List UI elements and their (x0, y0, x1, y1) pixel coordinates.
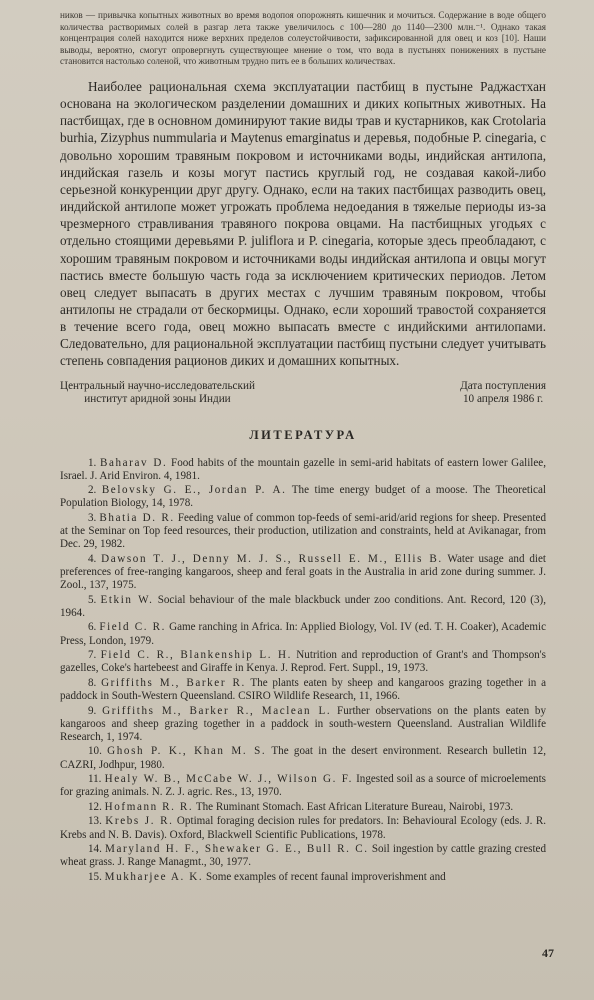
reference-text: Social behaviour of the male blackbuck under zoo conditions. Ant. Record, 120 (3), 1964. (60, 593, 546, 619)
reference-number: 13. (88, 815, 102, 828)
reference-number: 3. (88, 512, 97, 525)
references-heading: ЛИТЕРАТУРА (249, 427, 357, 442)
reference-item (60, 773, 546, 799)
reference-item (60, 815, 546, 841)
reference-authors: Ghosh P. K., Khan M. S. (107, 745, 267, 758)
reference-authors: Field C. R. (99, 621, 167, 634)
reference-text: The goat in the desert environment. Research bulletin 12, CAZRI, Jodhpur, 1980. (60, 745, 546, 771)
reference-authors: Field C. R., Blankenship L. H. (100, 649, 292, 662)
reference-text: Optimal foraging decision rules for predators. In: Behavioural Ecology (eds. J. R. Krebs and N. B. Davis). Oxford, Blackwell Scientific Publications, 1978. (60, 815, 547, 841)
reference-item (60, 843, 546, 869)
reference-authors: Maryland H. F., Shewaker G. E., Bull R. C. (105, 843, 369, 856)
reference-text: The Ruminant Stomach. East African Literature Bureau, Nairobi, 1973. (195, 800, 514, 813)
reference-number: 5. (88, 593, 97, 606)
reference-number: 12. (88, 800, 102, 813)
main-paragraph: Наиболее рациональная схема эксплуатации пастбищ в пустыне Раджастхан основана на экологическом разделении домашних и диких копытных животных. На пастбищах, где в основном доминируют такие виды трав и кустарников, как Crotolaria burhia, Zizyphus nummularia и Maytenus emarginatus и деревья, подобные P. cinegaria, с довольно хорошим травяным покровом и источниками воды, индийская антилопа, индийская газель и козы могут пастись круглый год, не создавая какой-либо серьезной конкуренции друг другу. Однако, если на таких пастбищах разводить овец, индийской антилопе может угрожать проблема недоедания в тяжелые периоды из-за чрезмерного стравливания травяного покрова овцами. На пастбищных угодьях с отдельно стоящими деревьями P. juliflora и P. cinegaria, которые здесь преобладают, с хорошим травяным покровом и источниками воды индийская антилопа и овцы могут пастись вместе большую часть года за исключением критических периодов. Летом овец следует выпасать в других местах с лучшим травяным покровом, чтобы антилопы не страдали от бескормицы. Однако, если хороший травостой сохраняется в течение всего года, овец можно выпасать вместе с индийскими антилопами. Следовательно, для рациональной эксплуатации пастбищ пустыни следует учитывать степень совпадения рационов диких и домашних копытных. (60, 78, 546, 369)
references-list (60, 457, 546, 884)
institution-line-2: институт аридной зоны Индии (84, 392, 231, 405)
reference-item (60, 457, 546, 483)
reference-item (60, 745, 546, 771)
reference-number: 11. (88, 773, 102, 786)
top-paragraph: ников — привычка копытных животных во время водопоя опорожнять кишечник и мочиться. Содержание в воде общего количества растворимых солей в разгар лета также увеличилось с 100—280 до 1140—2300 млн.⁻¹. Однако такая концентрация солей находится ниже верхних пределов солеустойчивости, зафиксированной для овец и коз [10]. Наши выводы, вероятно, смогут опровергнуть существующее мнение о том, что вода в пустынях понижениях в пустыне становится настолько соленой, что животным трудно пить ее в больших количествах. (60, 10, 546, 67)
reference-item (60, 677, 546, 703)
reference-text: Further observations on the plants eaten by kangaroos and sheep grazing together in a paddock in south-western Queensland. Australian Wildlife Research, 1, 1974. (60, 704, 547, 743)
reference-number: 14. (88, 843, 102, 856)
reference-text: The plants eaten by sheep and kangaroos grazing together in a paddock in South-Western Queensland. CSIRO Wildlife Research, 11, 1966. (60, 676, 546, 703)
reference-text: The time energy budget of a moose. The Theoretical Population Biology, 14, 1978. (60, 484, 546, 510)
reference-authors: Mukharjee A. K. (104, 870, 204, 883)
reference-number: 2. (88, 484, 97, 497)
page-number: 47 (542, 946, 554, 960)
reference-item (60, 705, 546, 744)
reference-authors: Etkin W. (100, 593, 154, 606)
reference-item (60, 871, 546, 884)
reference-number: 6. (88, 621, 97, 634)
reference-item (60, 649, 546, 675)
reference-text: Feeding value of common top-feeds of semi-arid/arid regions for sheep. Presented at the Seminar on Top feed resources, their production, utilization and constraints, held at Avikanagar, from Dec. 29, 1982. (60, 512, 546, 551)
reference-number: 8. (88, 676, 97, 689)
reference-item (60, 621, 546, 647)
reference-authors: Bhatia D. R. (99, 512, 175, 525)
reference-number: 15. (88, 870, 102, 883)
reference-item (60, 512, 546, 551)
reference-authors: Baharav D. (99, 456, 168, 469)
reference-text: Water usage and diet preferences of free-ranging kangaroos, sheep and feral goats in the Australia in arid zone during summer. J. Zool., 137, 1975. (60, 552, 546, 592)
institution-block (60, 380, 255, 406)
reference-number: 7. (88, 649, 97, 662)
reference-authors: Hofmann R. R. (104, 800, 194, 813)
reference-number: 9. (88, 704, 97, 717)
reference-number: 4. (88, 552, 97, 565)
reference-authors: Dawson T. J., Denny M. J. S., Russell E. M., Ellis B. (101, 552, 443, 565)
reference-text: Some examples of recent faunal improverishment and (206, 870, 446, 883)
reference-authors: Belovsky G. E., Jordan P. A. (101, 484, 287, 497)
reference-text: Game ranching in Africa. In: Applied Biology, Vol. IV (ed. T. H. Coaker), Academic Press, London, 1979. (60, 621, 546, 647)
received-label: Дата поступления (460, 379, 546, 392)
reference-number: 10. (88, 745, 102, 758)
reference-item (60, 484, 546, 510)
institution-line-1: Центральный научно-исследовательский (60, 379, 255, 392)
reference-text: Soil ingestion by cattle grazing crested wheat grass. J. Range Managmt., 30, 1977. (60, 843, 546, 869)
reference-item (60, 553, 546, 592)
reference-item (60, 594, 546, 620)
received-date: 10 апреля 1986 г. (462, 392, 544, 405)
reference-authors: Krebs J. R. (105, 815, 174, 828)
reference-text: Food habits of the mountain gazelle in semi-arid habitats of eastern lower Galilee, Israel. J. Arid Environ. 4, 1981. (60, 456, 546, 482)
reference-item (60, 801, 546, 814)
reference-text: Ingested soil as a source of microelements for grazing animals. N. Z. J. agric. Res., 13, 1970. (60, 773, 546, 799)
reference-authors: Griffiths M., Barker R. (101, 676, 246, 689)
reference-number: 1. (88, 456, 97, 469)
received-date-block (460, 380, 546, 406)
article-footer (60, 380, 546, 406)
reference-authors: Healy W. B., McCabe W. J., Wilson G. F. (104, 773, 353, 786)
reference-authors: Griffiths M., Barker R., Maclean L. (102, 704, 332, 717)
reference-text: Nutrition and reproduction of Grant's and Thompson's gazelles, Coke's hartebeest and Giraffe in Kenya. J. Reprod. Fert. Suppl., 19, 1973. (60, 649, 546, 675)
